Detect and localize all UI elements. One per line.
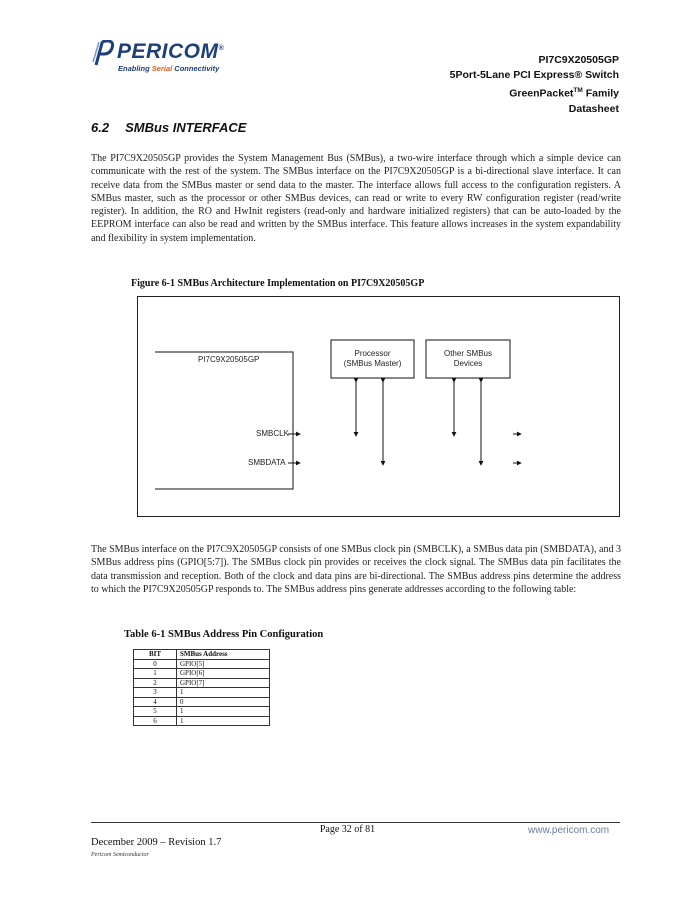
table-row: [134, 697, 270, 707]
chip-label: PI7C9X20505GP: [198, 355, 260, 364]
logo-wordmark: PERICOM®: [117, 40, 225, 63]
address-cell: GPIO[6]: [177, 669, 270, 679]
address-cell: GPIO[7]: [177, 678, 270, 688]
bit-cell: 2: [134, 678, 177, 688]
table-row: [134, 669, 270, 679]
other-devices-label-1: Other SMBus: [443, 349, 492, 358]
product-line: 5Port-5Lane PCI Express® Switch: [449, 69, 619, 81]
smbus-architecture-diagram: [137, 296, 620, 517]
part-number: PI7C9X20505GP: [538, 54, 619, 66]
table-row: [134, 678, 270, 688]
table-header-bit: BIT: [134, 650, 177, 660]
table-row: [134, 716, 270, 726]
footer-date-revision: December 2009 – Revision 1.7: [91, 837, 222, 848]
bit-cell: 0: [134, 659, 177, 669]
smbclk-label: SMBCLK: [256, 429, 289, 438]
address-cell: 0: [177, 697, 270, 707]
section-title: SMBus INTERFACE: [125, 120, 247, 135]
smbdata-label: SMBDATA: [248, 458, 286, 467]
pericom-logo-mark-icon: [92, 40, 114, 66]
bit-cell: 1: [134, 669, 177, 679]
address-cell: GPIO[5]: [177, 659, 270, 669]
table-row: [134, 688, 270, 698]
table-header-row: [134, 650, 270, 660]
footer-divider: [91, 822, 620, 823]
footer-website: www.pericom.com: [528, 825, 610, 836]
address-cell: 1: [177, 716, 270, 726]
smbus-pins-paragraph: The SMBus interface on the PI7C9X20505GP consists of one SMBus clock pin (SMBCLK), a SMBus data pin (SMBDATA), and 3 SMBus address pins (GPIO[5:7]). The SMBus clock pin provides or receives the clock signal. The SMBus data pin facilitates the data transmission and reception. Both of the clock and data pins are bi-directional. The SMBus address pins determine the address to which the PI7C9X20505GP responds to. The SMBus address pins generate addresses according to the following table:: [91, 544, 621, 595]
table-header-address: SMBus Address: [177, 650, 270, 660]
page-number: Page 32 of 81: [319, 824, 376, 835]
bit-cell: 4: [134, 697, 177, 707]
section-heading: [91, 120, 246, 135]
processor-label-1: Processor: [354, 349, 391, 358]
chip-box: [155, 352, 293, 489]
figure-caption: Figure 6-1 SMBus Architecture Implementation on PI7C9X20505GP: [131, 278, 425, 289]
pericom-logo: [92, 38, 252, 78]
other-devices-label-2: Devices: [453, 359, 483, 368]
table-row: [134, 659, 270, 669]
table-row: [134, 707, 270, 717]
header-titles: [450, 53, 619, 117]
footer-company: Pericom Semiconductor: [91, 852, 149, 858]
section-number: 6.2: [91, 120, 110, 135]
bit-cell: 5: [134, 707, 177, 717]
product-family: GreenPacket™ Family: [509, 87, 619, 100]
smbus-address-table: [133, 649, 270, 726]
intro-paragraph: The PI7C9X20505GP provides the System Management Bus (SMBus), a two-wire interface through which a simple device can communicate with the rest of the system. The SMBus interface on the PI7C9X20505GP is a bi-directional slave interface. It can receive data from the SMBus master or send data to the master. The interface allows full access to the configuration registers. A SMBus master, such as the processor or other SMBus devices, can read or write to every RW configuration register (read/write register). In addition, the RO and HwInit registers (read-only and hardware initialized registers) that can be auto-loaded by the EEPROM interface can also be read and written by the SMBus interface. This feature allows increases in the system expandability and flexibility in system implementation.: [91, 153, 621, 244]
document-type: Datasheet: [568, 102, 619, 115]
processor-label-2: (SMBus Master): [343, 359, 402, 368]
bit-cell: 6: [134, 716, 177, 726]
bit-cell: 3: [134, 688, 177, 698]
logo-tagline: Enabling Serial Connectivity: [118, 64, 220, 73]
diagram-drawing: [138, 297, 621, 518]
address-cell: 1: [177, 688, 270, 698]
table-caption: Table 6-1 SMBus Address Pin Configuration: [124, 629, 324, 640]
address-cell: 1: [177, 707, 270, 717]
